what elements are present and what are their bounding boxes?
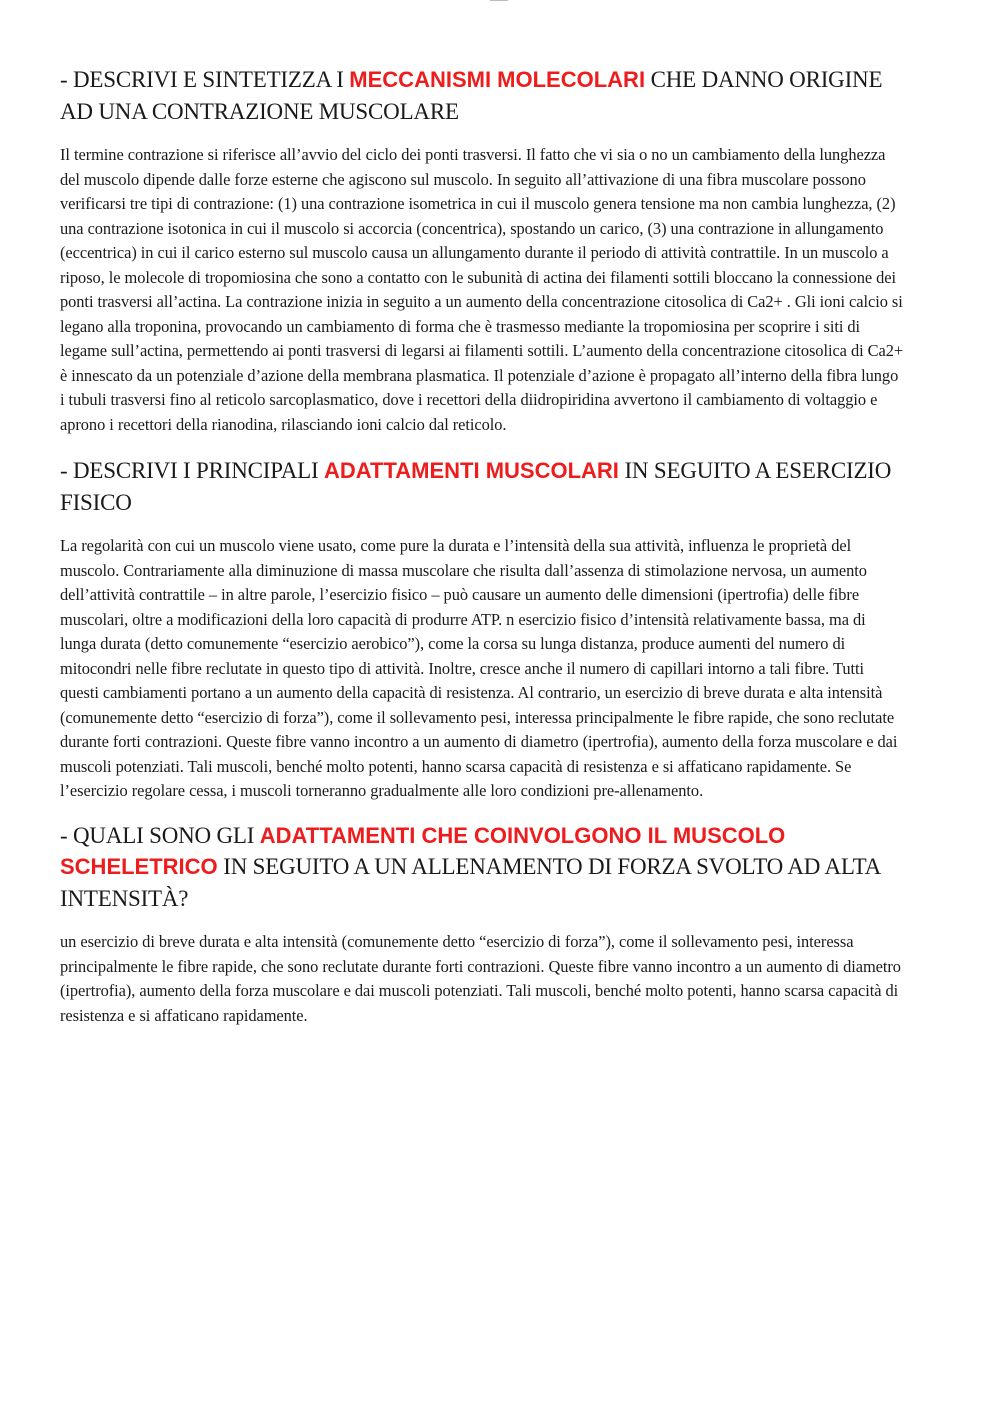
question-heading xyxy=(60,820,905,915)
question-highlight: MECCANISMI MOLECOLARI xyxy=(349,67,646,92)
question-heading xyxy=(60,64,905,127)
question-suffix: IN SEGUITO A ESERCIZIO FISICO xyxy=(60,458,892,515)
question-prefix: - QUALI SONO GLI xyxy=(60,822,260,848)
answer-paragraph: La regolarità con cui un muscolo viene usato, come pure la durata e l’intensità della sua attività, influenza le proprietà del muscolo. Contrariamente alla diminuzione di massa muscolare che risulta dall’assenza di stimolazione nervosa, un aumento dell’attività contrattile – in altre parole, l’esercizio fisico – può causare un aumento delle dimensioni (ipertrofia) delle fibre muscolari, oltre a modificazioni della loro capacità di produrre ATP. n esercizio fisico d’intensità relativamente bassa, ma di lunga durata (detto comunemente “esercizio aerobico”), come la corsa su lunga distanza, produce aumenti del numero di mitocondri nelle fibre reclutate in questo tipo di attività. Inoltre, cresce anche il numero di capillari intorno a tali fibre. Tutti questi cambiamenti portano a un aumento della capacità di resistenza. Al contrario, un esercizio di breve durata e alta intensità (comunemente detto “esercizio di forza”), come il sollevamento pesi, interessa principalmente le fibre rapide, che sono reclutate durante forti contrazioni. Queste fibre vanno incontro a un aumento di diametro (ipertrofia), aumento della forza muscolare e dai muscoli potenziati. Tali muscoli, benché molto potenti, hanno scarsa capacità di resistenza e si affaticano rapidamente. Se l’esercizio regolare cessa, i muscoli torneranno gradualmente alle loro condizioni pre-allenamento. xyxy=(60,536,898,800)
answer-paragraph: un esercizio di breve durata e alta intensità (comunemente detto “esercizio di forza”), come il sollevamento pesi, interessa principalmente le fibre rapide, che sono reclutate durante forti contrazioni. Queste fibre vanno incontro a un aumento di diametro (ipertrofia), aumento della forza muscolare e dai muscoli potenziati. Tali muscoli, benché molto potenti, hanno scarsa capacità di resistenza e si affaticano rapidamente. xyxy=(60,932,901,1025)
question-heading xyxy=(60,455,905,518)
question-highlight: ADATTAMENTI CHE COINVOLGONO IL MUSCOLO SCHELETRICO xyxy=(60,822,786,879)
question-suffix: CHE DANNO ORIGINE AD UNA CONTRAZIONE MUSCOLARE xyxy=(60,67,883,124)
answer-paragraph: Il termine contrazione si riferisce all’avvio del ciclo dei ponti trasversi. Il fatto che vi sia o no un cambiamento della lunghezza del muscolo dipende dalle forze esterne che agiscono sul muscolo. In seguito all’attivazione di una fibra muscolare possono verificarsi tre tipi di contrazione: (1) una contrazione isometrica in cui il muscolo genera tensione ma non cambia lunghezza, (2) una contrazione isotonica in cui il muscolo si accorcia (concentrica), spostando un carico, (3) una contrazione in allungamento (eccentrica) in cui il carico esterno sul muscolo causa un allungamento durante il periodo di attività contrattile. In un muscolo a riposo, le molecole di tropomiosina che sono a contatto con le subunità di actina dei filamenti sottili bloccano la connessione dei ponti trasversi all’actina. La contrazione inizia in seguito a un aumento della concentrazione citosolica di Ca2+ . Gli ioni calcio si legano alla troponina, provocando un cambiamento di forma che è trasmesso mediante la tropomiosina per scoprire i siti di legame sull’actina, permettendo ai ponti trasversi di legarsi ai filamenti sottili. L’aumento della concentrazione citosolica di Ca2+ è innescato da un potenziale d’azione della membrana plasmatica. Il potenziale d’azione è propagato all’interno della fibra lungo i tubuli trasversi fino al reticolo sarcoplasmatico, dove i recettori della diidropiridina avvertono il cambiamento di voltaggio e aprono i recettori della rianodina, rilasciando ioni calcio dal reticolo. xyxy=(60,145,904,434)
question-suffix: IN SEGUITO A UN ALLENAMENTO DI FORZA SVOLTO AD ALTA INTENSITÀ? xyxy=(60,854,880,911)
page-top-mark xyxy=(490,0,508,4)
section-molecular-mechanisms xyxy=(60,64,905,437)
document-page xyxy=(60,64,905,1042)
section-muscle-adaptations xyxy=(60,455,905,804)
section-strength-training-adaptations xyxy=(60,820,905,1029)
question-prefix: - DESCRIVI E SINTETIZZA I xyxy=(60,67,350,92)
question-prefix: - DESCRIVI I PRINCIPALI xyxy=(60,458,324,483)
question-highlight: ADATTAMENTI MUSCOLARI xyxy=(323,458,619,483)
